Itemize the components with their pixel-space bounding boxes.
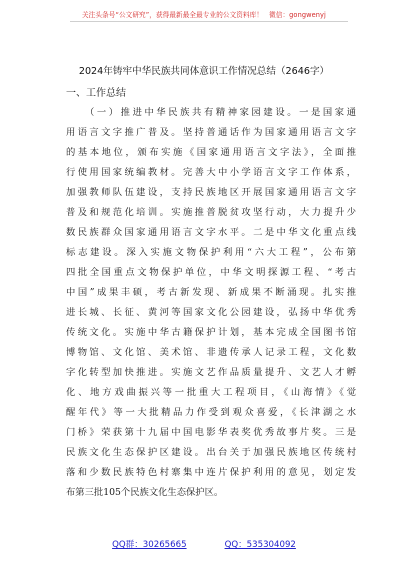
body-line: 加强教师队伍建设，支持民族地区开展国家通用语言文字 [66,187,356,198]
body-line: 数民族群众国家通用语言文字水平。二是中华文化重点线 [66,227,356,238]
body-line: （一）推进中华民族共有精神家园建设。一是国家通 [85,107,356,118]
document-title: 2024年铸牢中华民族共同体意识工作情况总结（2646字） [78,66,330,77]
body-line: 民族文化生态保护区建设。出台关于加强民族地区传统村 [66,447,356,458]
body-line: 普及和规范化培训。实施推普脱贫攻坚行动，大力提升少 [66,207,356,218]
banner-promo-text: 关注头条号“公文研究”，获得最新最全最专业的公文资料库！ [81,11,264,19]
body-line: 博物馆、文化馆、美术馆、非遗传承人记录工程，文化数 [66,347,356,358]
body-line: 醒年代》等一大批精品力作受到观众喜爱，《长津湖之水 [66,407,356,418]
body-line: 传统文化。实施中华古籍保护计划，基本完成全国图书馆 [66,327,356,338]
body-line: 行使用国家统编教材。完善大中小学语言文字工作体系， [66,167,356,178]
body-line: 落和少数民族特色村寨集中连片保护利用的意见，划定发 [66,467,356,478]
body-line: 标志建设。深入实施文物保护利用“六大工程”，公布第 [66,247,356,258]
banner-wechat-text: 微信：gongwenyj [269,11,326,19]
body-line: 的基本地位，颁布实施《国家通用语言文字法》，全面推 [66,147,356,158]
body-line: 字化转型加快推进。实施文艺作品质量提升、文艺人才孵 [66,367,356,378]
qq-contact-link[interactable]: QQ：535304092 [224,540,296,550]
footer-contacts [0,538,408,550]
body-line: 布第三批105个民族文化生态保护区。 [66,487,224,498]
document-body [66,103,356,503]
qq-group-link[interactable]: QQ群：30265665 [112,540,187,550]
body-line: 化、地方戏曲振兴等一批重大工程项目，《山海情》《觉 [66,387,356,398]
body-line: 四批全国重点文物保护单位，中华文明探源工程、“考古 [66,267,356,278]
body-line: 进长城、长征、黄河等国家文化公园建设，弘扬中华优秀 [66,307,356,318]
body-line: 门桥》荣获第十九届中国电影华表奖优秀故事片奖。三是 [66,427,356,438]
body-line: 中国”成果丰硕，考古新发现、新成果不断涌现。扎实推 [66,287,356,298]
header-rule [70,21,348,22]
header-banner [0,9,408,19]
body-line: 用语言文字推广普及。坚持普通话作为国家通用语言文字 [66,127,356,138]
section-heading: 一、工作总结 [66,88,126,99]
